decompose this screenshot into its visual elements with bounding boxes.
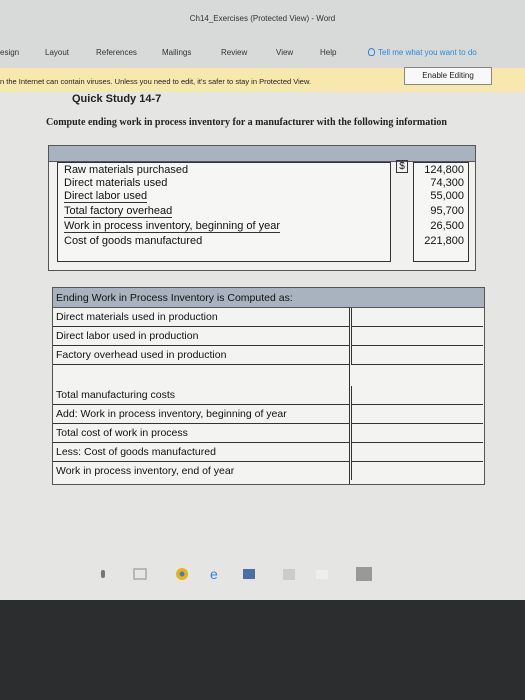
row-label: Less: Cost of goods manufactured bbox=[56, 446, 216, 458]
table-row bbox=[53, 346, 349, 365]
tab-mailings[interactable]: Mailings bbox=[162, 48, 192, 57]
row-value: 26,500 bbox=[430, 220, 464, 232]
table-row bbox=[53, 327, 349, 346]
given-info-table bbox=[48, 145, 476, 271]
table-row bbox=[53, 405, 349, 424]
table-row bbox=[53, 308, 349, 327]
tab-design[interactable]: esign bbox=[0, 48, 20, 57]
computation-header bbox=[53, 288, 484, 308]
ribbon bbox=[0, 34, 525, 68]
amount-cell[interactable] bbox=[351, 327, 483, 346]
quick-study-heading: Quick Study 14-7 bbox=[72, 93, 162, 105]
row-label: Cost of goods manufactured bbox=[64, 235, 203, 247]
mail-icon bbox=[316, 570, 328, 579]
currency-symbol: $ bbox=[396, 160, 408, 173]
row-label: Direct materials used in production bbox=[56, 311, 218, 323]
amount-cell[interactable] bbox=[351, 386, 483, 405]
computation-table bbox=[52, 287, 485, 485]
taskbar bbox=[0, 566, 525, 700]
word-icon bbox=[356, 567, 372, 581]
amount-cell[interactable] bbox=[351, 424, 483, 443]
table-row bbox=[53, 424, 349, 443]
protected-view-message: n the Internet can contain viruses. Unless you need to edit, it's safer to stay in Protected View. bbox=[0, 77, 312, 86]
row-label: Total factory overhead bbox=[64, 205, 173, 217]
column-divider bbox=[349, 307, 350, 484]
row-label: Direct labor used bbox=[64, 190, 148, 202]
table-row bbox=[53, 462, 349, 480]
amount-cell[interactable] bbox=[351, 405, 483, 424]
row-label: Total cost of work in process bbox=[56, 427, 188, 439]
computation-title: Ending Work in Process Inventory is Computed as: bbox=[56, 292, 293, 304]
table-row bbox=[53, 386, 349, 405]
amount-cell[interactable] bbox=[351, 462, 483, 480]
store-icon bbox=[283, 569, 295, 580]
row-label: Raw materials purchased bbox=[64, 164, 189, 176]
taskbar-icons bbox=[0, 554, 525, 614]
amount-cell[interactable] bbox=[351, 346, 483, 365]
chrome-icon bbox=[176, 568, 188, 580]
row-value: 55,000 bbox=[430, 190, 464, 202]
row-label: Work in process inventory, beginning of year bbox=[64, 220, 281, 232]
edge-icon bbox=[210, 566, 218, 582]
window-title: Ch14_Exercises (Protected View) - Word bbox=[189, 14, 336, 23]
tab-view[interactable]: View bbox=[276, 48, 294, 57]
amount-cell[interactable] bbox=[351, 308, 483, 327]
question-prompt: Compute ending work in process inventory for a manufacturer with the following information bbox=[46, 117, 447, 128]
row-value: 221,800 bbox=[424, 235, 464, 247]
given-values bbox=[413, 162, 469, 262]
svg-text:e: e bbox=[210, 566, 218, 582]
row-value: 124,800 bbox=[424, 164, 464, 176]
row-label: Direct materials used bbox=[64, 177, 168, 189]
tab-references[interactable]: References bbox=[96, 48, 137, 57]
row-label: Work in process inventory, end of year bbox=[56, 465, 235, 477]
mic-icon bbox=[101, 570, 105, 578]
given-labels bbox=[57, 162, 391, 262]
tell-me-box[interactable] bbox=[368, 48, 477, 57]
task-view-icon bbox=[134, 569, 146, 579]
enable-editing-button[interactable]: Enable Editing bbox=[404, 67, 492, 85]
tell-me-text: Tell me what you want to do bbox=[378, 48, 477, 57]
tab-review[interactable]: Review bbox=[221, 48, 248, 57]
row-value: 74,300 bbox=[430, 177, 464, 189]
tab-help[interactable]: Help bbox=[320, 48, 337, 57]
lightbulb-icon bbox=[368, 48, 375, 56]
table-row bbox=[53, 443, 349, 462]
row-label: Factory overhead used in production bbox=[56, 349, 227, 361]
table-header-band bbox=[49, 146, 475, 162]
row-label: Add: Work in process inventory, beginning of year bbox=[56, 408, 287, 420]
row-value: 95,700 bbox=[430, 205, 464, 217]
row-label: Total manufacturing costs bbox=[56, 389, 176, 401]
title-bar bbox=[0, 0, 525, 34]
explorer-icon bbox=[243, 569, 255, 579]
tab-layout[interactable]: Layout bbox=[45, 48, 70, 57]
amount-cell[interactable] bbox=[351, 443, 483, 462]
row-label: Direct labor used in production bbox=[56, 330, 199, 342]
